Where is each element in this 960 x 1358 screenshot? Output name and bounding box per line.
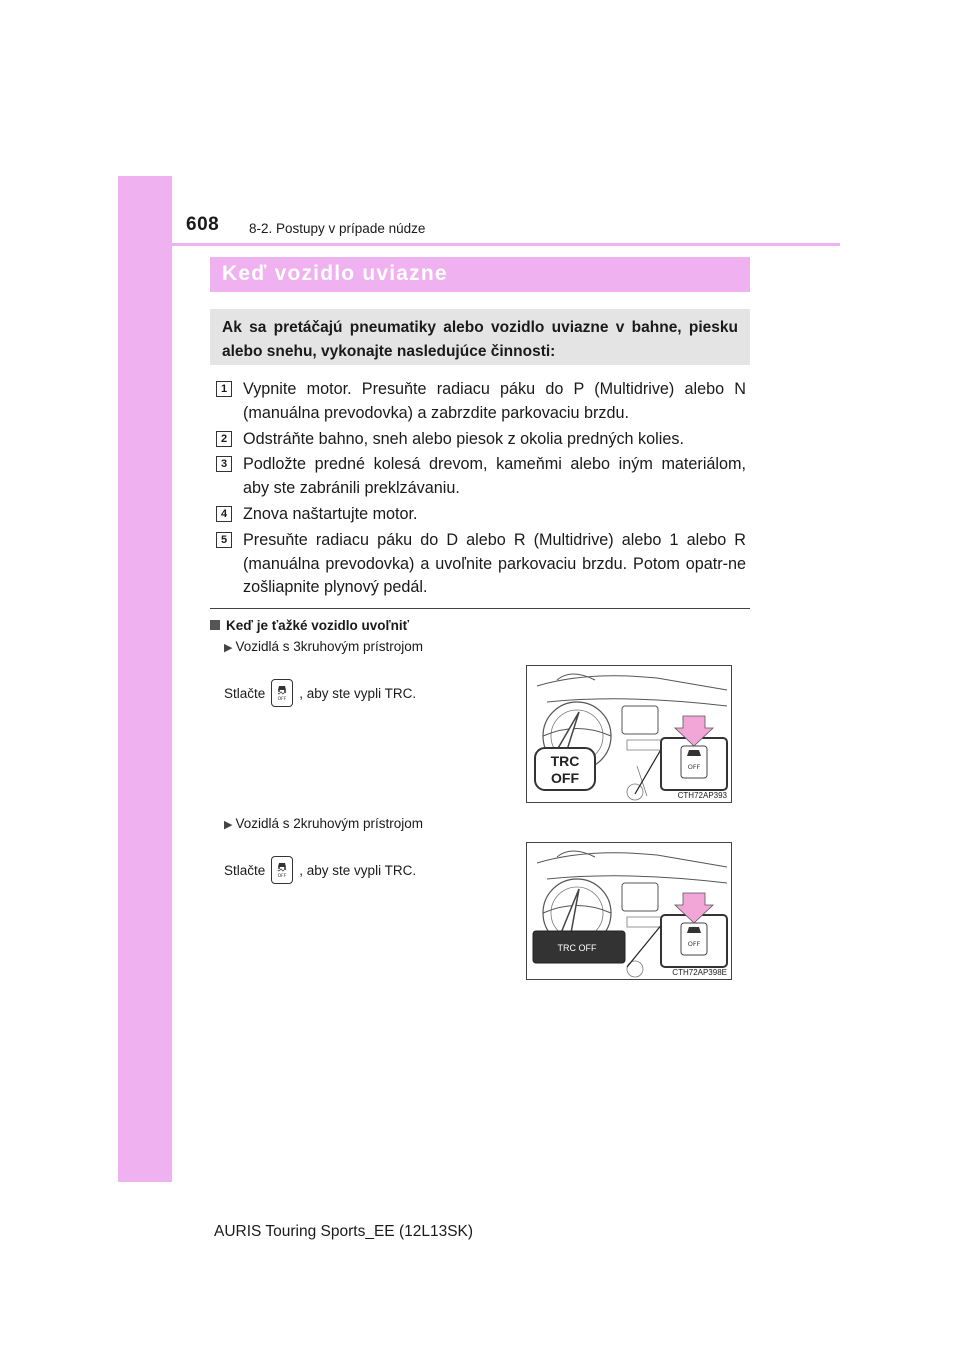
- section-title: Keď vozidlo uviazne: [222, 262, 448, 285]
- step-number: 3: [216, 456, 232, 472]
- header-rule: [118, 243, 840, 246]
- press-before-text: Stlačte: [224, 863, 266, 878]
- variant-heading-1: [224, 639, 423, 654]
- chapter-title: 8-2. Postupy v prípade núdze: [249, 221, 426, 236]
- variant-label: Vozidlá s 3kruhovým prístrojom: [235, 639, 424, 654]
- step-number: 4: [216, 506, 232, 522]
- section-divider: [210, 608, 750, 609]
- step-text: Podložte predné kolesá drevom, kameňmi alebo iným materiálom, aby ste zabránili preklzávaniu.: [243, 455, 746, 497]
- step-text: Vypnite motor. Presuňte radiacu páku do P (Multidrive) alebo N (manuálna prevodovka) a zabrzdite parkovaciu brzdu.: [243, 380, 746, 422]
- svg-text:OFF: OFF: [687, 763, 701, 771]
- press-before-text: Stlačte: [224, 686, 266, 701]
- figure-code: CTH72AP398E: [672, 968, 727, 977]
- intro-box: Ak sa pretáčajú pneumatiky alebo vozidlo uviazne v bahne, piesku alebo snehu, vykonajte nasledujúce činnosti:: [210, 309, 750, 365]
- dashboard-illustration-2: [526, 842, 732, 980]
- side-band: [118, 176, 172, 1182]
- note-heading: [210, 618, 409, 633]
- display-text: TRC OFF: [557, 943, 597, 953]
- step-number: 1: [216, 381, 232, 397]
- display-line-2: OFF: [551, 770, 579, 786]
- step-text: Presuňte radiacu páku do D alebo R (Multidrive) alebo 1 alebo R (manuálna prevodovka) a uvoľnite parkovaciu brzdu. Potom opatr-ne zošliapnite plynový pedál.: [243, 531, 746, 596]
- step-3: [216, 453, 746, 500]
- svg-text:OFF: OFF: [277, 874, 287, 879]
- trc-off-button-icon: [271, 856, 293, 884]
- trc-off-button-icon: [271, 679, 293, 707]
- step-text: Odstráňte bahno, sneh alebo piesok z okolia predných kolies.: [243, 430, 684, 448]
- press-after-text: , aby ste vypli TRC.: [299, 686, 417, 701]
- triangle-bullet-icon: ▶: [224, 642, 233, 654]
- variant-label: Vozidlá s 2kruhovým prístrojom: [235, 816, 424, 831]
- footer-text: AURIS Touring Sports_EE (12L13SK): [214, 1223, 474, 1240]
- variant-heading-2: [224, 816, 423, 831]
- step-number: 2: [216, 431, 232, 447]
- square-bullet-icon: [210, 620, 220, 630]
- step-text: Znova naštartujte motor.: [243, 505, 418, 523]
- step-4: [216, 503, 746, 527]
- page-number: 608: [186, 214, 220, 235]
- step-2: [216, 428, 746, 452]
- triangle-bullet-icon: ▶: [224, 819, 233, 831]
- step-1: [216, 378, 746, 425]
- section-title-bar: [210, 257, 750, 292]
- press-instruction-1: [224, 679, 416, 707]
- figure-code: CTH72AP393: [677, 791, 727, 800]
- step-5: [216, 529, 746, 600]
- display-line-1: TRC: [550, 753, 580, 769]
- note-title: Keď je ťažké vozidlo uvoľniť: [226, 618, 410, 633]
- press-after-text: , aby ste vypli TRC.: [299, 863, 417, 878]
- svg-text:OFF: OFF: [687, 940, 701, 948]
- svg-text:OFF: OFF: [277, 697, 287, 702]
- dashboard-illustration-1: [526, 665, 732, 803]
- step-number: 5: [216, 532, 232, 548]
- press-instruction-2: [224, 856, 416, 884]
